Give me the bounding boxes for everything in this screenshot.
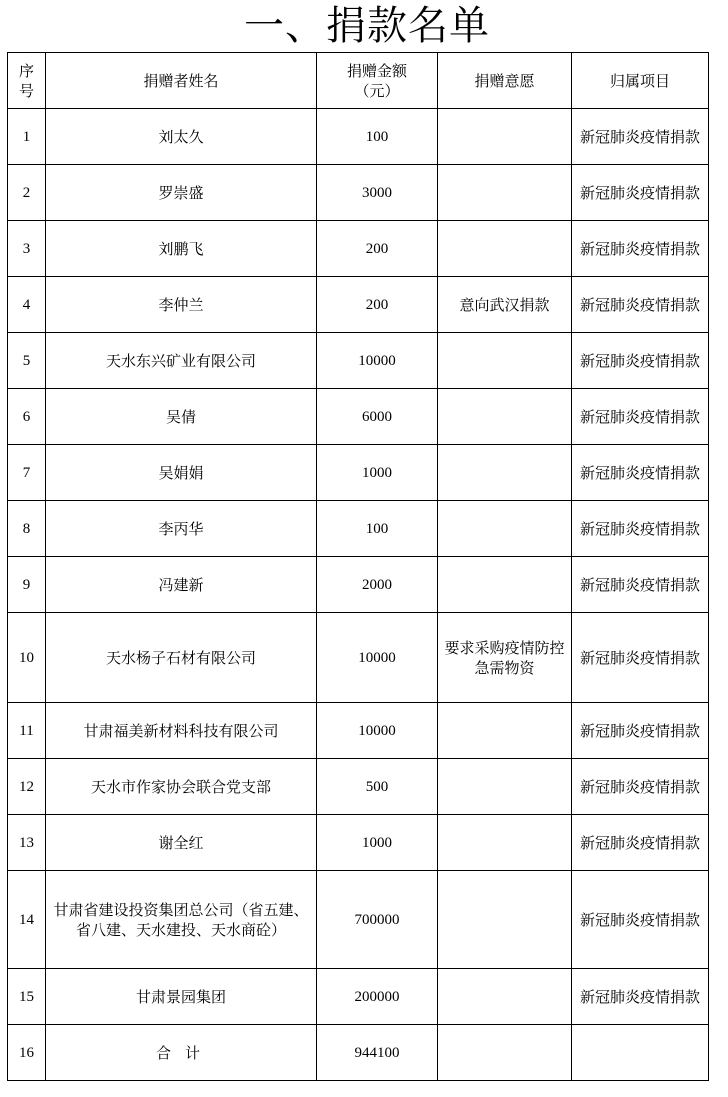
row-number: 1 <box>8 109 46 165</box>
donation-intent <box>438 557 572 613</box>
donor-name: 刘鹏飞 <box>46 221 317 277</box>
total-intent <box>438 1025 572 1081</box>
header-amount: 捐赠金额（元） <box>317 53 438 109</box>
donation-intent <box>438 871 572 969</box>
row-number: 15 <box>8 969 46 1025</box>
donor-name: 罗崇盛 <box>46 165 317 221</box>
donation-amount: 100 <box>317 501 438 557</box>
row-number: 8 <box>8 501 46 557</box>
total-row <box>8 1025 709 1081</box>
table-row <box>8 613 709 703</box>
table-row <box>8 815 709 871</box>
donation-intent: 要求采购疫情防控急需物资 <box>438 613 572 703</box>
table-row <box>8 759 709 815</box>
donation-amount: 2000 <box>317 557 438 613</box>
table-row <box>8 221 709 277</box>
row-number: 16 <box>8 1025 46 1081</box>
row-number: 4 <box>8 277 46 333</box>
table-row <box>8 703 709 759</box>
project-name: 新冠肺炎疫情捐款 <box>572 613 709 703</box>
row-number: 13 <box>8 815 46 871</box>
page-title: 一、捐款名单 <box>244 3 490 49</box>
donation-intent <box>438 165 572 221</box>
donor-name: 甘肃景园集团 <box>46 969 317 1025</box>
donation-intent <box>438 389 572 445</box>
project-name: 新冠肺炎疫情捐款 <box>572 703 709 759</box>
table-row <box>8 109 709 165</box>
row-number: 2 <box>8 165 46 221</box>
donation-intent <box>438 815 572 871</box>
donor-name: 甘肃福美新材料科技有限公司 <box>46 703 317 759</box>
donation-intent <box>438 109 572 165</box>
donation-intent <box>438 333 572 389</box>
donor-name: 冯建新 <box>46 557 317 613</box>
total-project <box>572 1025 709 1081</box>
row-number: 12 <box>8 759 46 815</box>
donor-name: 吴倩 <box>46 389 317 445</box>
table-row <box>8 445 709 501</box>
donation-amount: 6000 <box>317 389 438 445</box>
donation-amount: 500 <box>317 759 438 815</box>
project-name: 新冠肺炎疫情捐款 <box>572 501 709 557</box>
donation-amount: 10000 <box>317 613 438 703</box>
donor-name: 李仲兰 <box>46 277 317 333</box>
table-row <box>8 165 709 221</box>
donation-intent <box>438 969 572 1025</box>
donor-name: 天水市作家协会联合党支部 <box>46 759 317 815</box>
donation-amount: 10000 <box>317 333 438 389</box>
donation-table <box>7 52 709 1081</box>
project-name: 新冠肺炎疫情捐款 <box>572 165 709 221</box>
row-number: 9 <box>8 557 46 613</box>
donation-intent <box>438 759 572 815</box>
donation-intent <box>438 221 572 277</box>
table-row <box>8 871 709 969</box>
donation-intent <box>438 703 572 759</box>
donation-amount: 1000 <box>317 815 438 871</box>
donation-amount: 200 <box>317 277 438 333</box>
table-header-row <box>8 53 709 109</box>
row-number: 10 <box>8 613 46 703</box>
total-label: 合计 <box>46 1025 317 1081</box>
table-row <box>8 389 709 445</box>
row-number: 6 <box>8 389 46 445</box>
table-row <box>8 557 709 613</box>
donation-amount: 10000 <box>317 703 438 759</box>
donor-name: 谢全红 <box>46 815 317 871</box>
header-name: 捐赠者姓名 <box>46 53 317 109</box>
donor-name: 李丙华 <box>46 501 317 557</box>
row-number: 14 <box>8 871 46 969</box>
donation-intent <box>438 445 572 501</box>
project-name: 新冠肺炎疫情捐款 <box>572 221 709 277</box>
project-name: 新冠肺炎疫情捐款 <box>572 871 709 969</box>
table-row <box>8 333 709 389</box>
project-name: 新冠肺炎疫情捐款 <box>572 815 709 871</box>
donor-name: 吴娟娟 <box>46 445 317 501</box>
header-project: 归属项目 <box>572 53 709 109</box>
row-number: 7 <box>8 445 46 501</box>
project-name: 新冠肺炎疫情捐款 <box>572 969 709 1025</box>
donor-name: 甘肃省建设投资集团总公司（省五建、省八建、天水建投、天水商砼） <box>46 871 317 969</box>
project-name: 新冠肺炎疫情捐款 <box>572 389 709 445</box>
donation-intent <box>438 501 572 557</box>
donation-amount: 200 <box>317 221 438 277</box>
row-number: 5 <box>8 333 46 389</box>
table-row <box>8 969 709 1025</box>
donation-amount: 700000 <box>317 871 438 969</box>
project-name: 新冠肺炎疫情捐款 <box>572 759 709 815</box>
donation-amount: 1000 <box>317 445 438 501</box>
table-row <box>8 501 709 557</box>
donation-amount: 3000 <box>317 165 438 221</box>
project-name: 新冠肺炎疫情捐款 <box>572 445 709 501</box>
donation-amount: 200000 <box>317 969 438 1025</box>
project-name: 新冠肺炎疫情捐款 <box>572 333 709 389</box>
row-number: 3 <box>8 221 46 277</box>
header-no: 序号 <box>8 53 46 109</box>
donor-name: 刘太久 <box>46 109 317 165</box>
row-number: 11 <box>8 703 46 759</box>
header-intent: 捐赠意愿 <box>438 53 572 109</box>
table-row <box>8 277 709 333</box>
donor-name: 天水东兴矿业有限公司 <box>46 333 317 389</box>
donation-intent: 意向武汉捐款 <box>438 277 572 333</box>
donor-name: 天水杨子石材有限公司 <box>46 613 317 703</box>
donation-amount: 100 <box>317 109 438 165</box>
project-name: 新冠肺炎疫情捐款 <box>572 109 709 165</box>
project-name: 新冠肺炎疫情捐款 <box>572 557 709 613</box>
total-amount: 944100 <box>317 1025 438 1081</box>
project-name: 新冠肺炎疫情捐款 <box>572 277 709 333</box>
